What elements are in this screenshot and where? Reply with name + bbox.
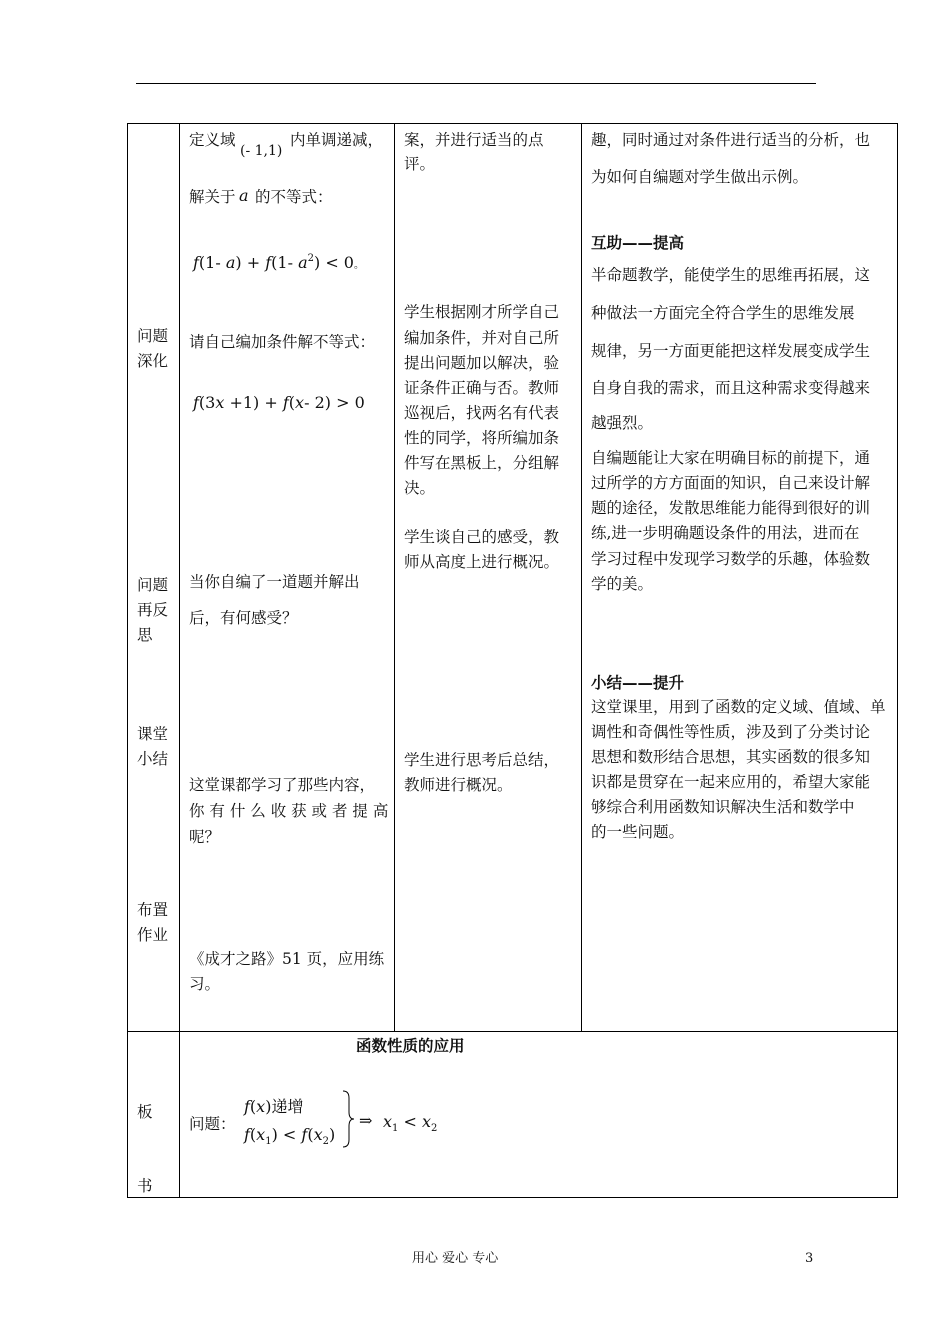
footer-motto: 用心 爱心 专心 [412,1251,499,1266]
board-result: $x_1 < x_2$ [383,1112,438,1134]
inequality-2: f(3x +1) + f(x- 2) > 0 [193,393,365,412]
col4-heading-improve: 互助——提高 [591,234,685,252]
page-number: 3 [805,1251,814,1266]
inequality-1: f(1- a) + f(1- $a^2) < 0$。 [193,253,364,272]
col4-heading-summary: 小结——提升 [591,674,685,692]
header-rule [136,83,816,84]
board-condition-compare: $f(x_1) < f(x_2)$ [244,1125,336,1147]
board-title: 函数性质的应用 [356,1037,465,1055]
board-condition-increasing: f(x)递增 [244,1097,304,1116]
board-problem-label: 问题： [189,1115,236,1133]
right-brace-icon [341,1090,355,1148]
implies-arrow: ⇒ [359,1111,373,1130]
col2-prompt: 请自己编加条件解不等式： [189,333,376,351]
